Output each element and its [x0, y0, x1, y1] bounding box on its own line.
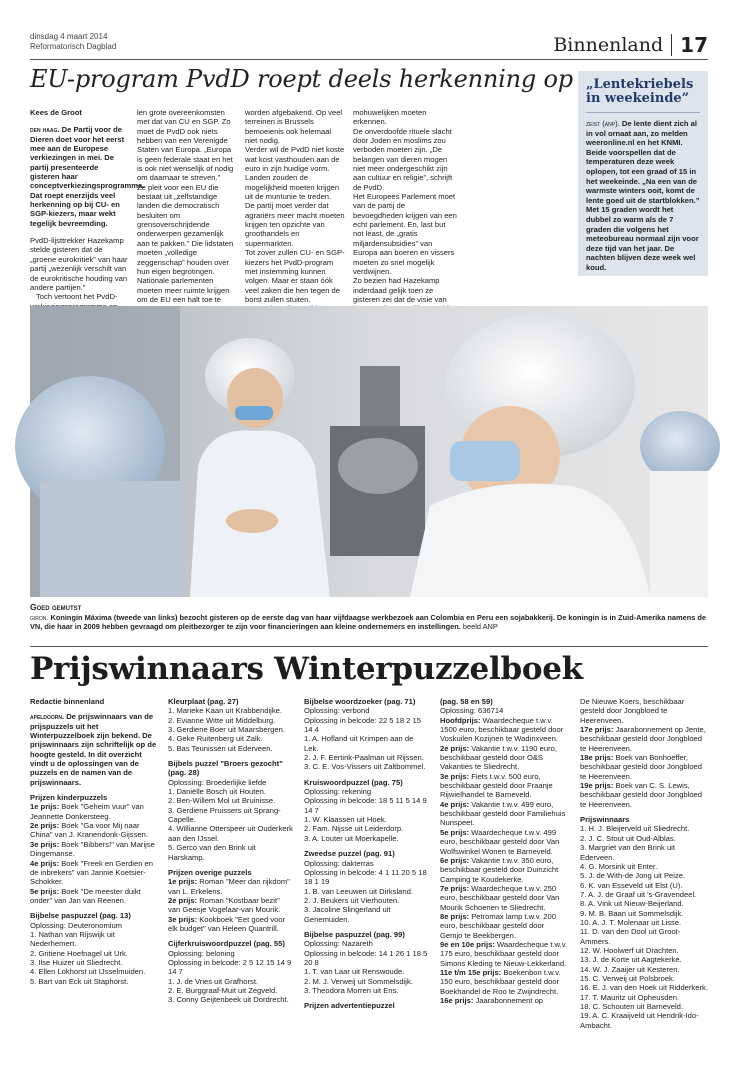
- winner-line: Oplossing: Broederlijke liefde: [168, 777, 267, 787]
- winner-line: 5. Bas Teunissen uit Ederveen.: [168, 743, 273, 753]
- prize-text: Roman "Meer dan rijkdom" van L. Erkelens.: [168, 877, 290, 896]
- prize-line: [440, 772, 568, 800]
- prize-text: Fiets t.w.v. 500 euro, beschikbaar gesteld door Fraanje Rijwielhandel te Barneveld.: [440, 771, 553, 800]
- sidebox-title: „Lentekriebels in weekeinde”: [586, 77, 694, 106]
- winner-line: 17. T. Mauritz uit Opheusden.: [580, 992, 680, 1002]
- article1-para1: PvdD-lijsttrekker Hazekamp stelde gisteren dat de „groene eurokritiek” van haar partij „wezenlijk verschilt van de eurokritische houding van andere partijen.”: [30, 236, 128, 292]
- winner-line: 3. Jacoline Slingerland uit Genemuiden.: [304, 905, 391, 924]
- prize-text: Petromax lamp t.w.v. 200 euro, beschikbaar gesteld door Gemjo te Beekbergen.: [440, 911, 556, 940]
- prize-label: 19e prijs:: [580, 781, 614, 791]
- prize-label: Hoofdprijs:: [440, 715, 481, 725]
- prize-text: Vakantie t.w.v. 1190 euro, beschikbaar gesteld door O&S Vakanties te Sliedrecht.: [440, 743, 557, 772]
- prize-label: 4e prijs:: [30, 858, 60, 868]
- winner-line: 16. E. J. van den Hoek uit Ridderkerk.: [580, 983, 708, 993]
- puzzle-heading: Bijbelse paspuzzel (pag. 13): [30, 911, 131, 921]
- prize-text: Waardecheque t.w.v. 250 euro, beschikbaar gesteld door Van Mourik Schoenen te Sliedrecht.: [440, 883, 560, 912]
- winner-line: Oplossing: Deuteronomium: [30, 920, 123, 930]
- prize-label: 5e prijs:: [30, 886, 60, 896]
- puzzle-heading: Kruiswoordpuzzel (pag. 75): [304, 777, 403, 787]
- winner-line: 3. Theodora Morren uit Ens.: [304, 985, 399, 995]
- puzzle-heading: Cijferkruiswoordpuzzel (pag. 55): [168, 939, 285, 949]
- article2-col1-list: [30, 787, 158, 986]
- article1-intro-text: De Partij voor de Dieren doet voor het eerst mee aan de Europese verkiezingen in mei. De partij presenteerde gisteren haar conceptverkiezingsprogramma. Dat roept enerzijds veel herkenning op bij CU- en SGP-kiezers, maar wekt tegelijk bevreemding.: [30, 125, 145, 228]
- winner-line: 8. A. Vink uit Nieuw-Beijerland.: [580, 899, 684, 909]
- prize-label: 2e prijs:: [168, 895, 198, 905]
- winner-line: Oplossing: dakterras: [304, 858, 374, 868]
- article2-byline: Redactie binnenland: [30, 697, 105, 706]
- winner-line: 5. Bart van Eck uit Staphorst.: [30, 976, 129, 986]
- puzzle-heading: Prijswinnaars: [580, 815, 630, 825]
- prize-line: [440, 716, 568, 744]
- paper-name: Reformatorisch Dagblad: [30, 42, 117, 51]
- puzzle-heading: Prijzen kinderpuzzels: [30, 793, 108, 803]
- prize-line: [440, 996, 568, 1005]
- prize-text: Roman "Kostbaar bezit" van Geesje Vogelaar-van Mourik.: [168, 895, 281, 915]
- prize-label: 6e prijs:: [440, 855, 470, 865]
- prize-text: Boek "Geheim vuur" van Jeannette Donkersteeg.: [30, 802, 144, 821]
- prize-line: [440, 800, 568, 828]
- prize-text: Vakantie t.w.v. 350 euro, beschikbaar gesteld door Duinzicht Camping te Koudekerke.: [440, 855, 559, 884]
- winner-line: Oplossing: beloning: [168, 948, 235, 958]
- prize-line: [30, 802, 158, 821]
- winner-line: 1. W. Klaassen uit Hoek.: [304, 815, 387, 825]
- winner-line: 18. C. Schouten uit Barneveld.: [580, 1002, 684, 1011]
- prize-label: 3e prijs:: [440, 771, 470, 781]
- prize-label: 1e prijs:: [168, 877, 198, 887]
- winner-line: 3. Ilse Huizer uit Sliedrecht.: [30, 957, 123, 967]
- winner-line: 11. D. van den Dool uit Groot-Ammers.: [580, 927, 681, 946]
- prize-line: [580, 781, 708, 809]
- winner-line: 2. M. J. Verweij uit Sommelsdijk.: [304, 976, 413, 986]
- winner-line: 4. Ellen Lokhorst uit IJsselmuiden.: [30, 967, 146, 977]
- winner-line: 4. Geke Ruitenberg uit Zalk.: [168, 734, 263, 744]
- prize-text: Kookboek "Eet goed voor elk budget" van Heleen Quantrill.: [168, 914, 286, 933]
- prize-text: Waardecheque t.w.v. 1500 euro, beschikbaar gesteld door Voskuilen Kozijnen te Wadinxveen.: [440, 715, 564, 744]
- article2-intro-text: De prijswinnaars van de prijspuzzels uit het Winterpuzzelboek zijn bekend. De prijswinnaars zijn schriftelijk op de hoogte gesteld. In dit overzicht vindt u de oplossingen van de puzzels en de namen van de prijswinnaars.: [30, 712, 157, 787]
- winner-line: 1. Daniëlle Bosch uit Houten.: [168, 787, 266, 797]
- puzzle-heading: Bijbelse paspuzzel (pag. 99): [304, 929, 405, 939]
- article2-headline: Prijswinnaars Winterpuzzelboek: [30, 651, 583, 687]
- masthead-left: [30, 32, 116, 52]
- prize-text: Jaarabonnement op Jente, beschikbaar gesteld door Jongbloed te Heerenveen.: [580, 725, 706, 753]
- prize-label: 9e en 10e prijs:: [440, 939, 495, 949]
- puzzle-heading: Prijzen advertentiepuzzel: [304, 1001, 395, 1011]
- weather-sidebox: [578, 71, 708, 276]
- prize-label: 4e prijs:: [440, 799, 470, 809]
- prize-line: [440, 940, 568, 968]
- winner-line: 14. W. J. Zaaijer uit Kesteren.: [580, 964, 680, 974]
- sidebox-text: De lente dient zich al in vol ornaat aan, zo melden weeronline.nl en het KNMI. Beide voorspellen dat de temperaturen deze week oplopen, tot een graad of 15 in het weekeinde. „Na een van de warmste winters ooit, komt de lente goed uit de startblokken.” Met 15 graden wordt het dubbel zo warm als de 7 graden die volgens het meteobureau normaal zijn voor deze tijd van het jaar. De nachten blijven deze week wel koud.: [586, 119, 700, 272]
- prize-line: [30, 840, 158, 859]
- puzzle-heading: (pag. 58 en 59): [440, 697, 493, 706]
- puzzle-heading: Zweedse puzzel (pag. 91): [304, 849, 395, 859]
- prize-text: Waardecheque t.w.v. 175 euro, beschikbaar gesteld door Simons Kleding te Nieuw-Lekkerland.: [440, 939, 568, 968]
- article2-col2: [168, 697, 294, 1057]
- prize-line: [168, 896, 294, 915]
- prize-label: 5e prijs:: [440, 827, 470, 837]
- winner-line: 3. Margriet van den Brink uit Ederveen.: [580, 843, 675, 862]
- winner-line: Oplossing: 636714: [440, 706, 504, 716]
- prize-label: 11e t/m 15e prijs:: [440, 967, 502, 977]
- winner-line: 5. J. de With-de Jong uit Peize.: [580, 871, 686, 881]
- article1-col2: len grote overeenkomsten met dat van CU en SGP. Zo moet de PvdD ook niets hebben van een Verenigde Staten van Europa. „Europa is geen federale staat en het is ook niet wenselijk of nodig om daarnaar te streven.” Ze pleit voor een EU die bestaat uit „zelfstandige landen die democratisch besluiten om grensoverschrijdende onderwerpen gezamenlijk aan te pakken.” Die lidstaten moeten „volledige zeggenschap” houden over hun eigen begrotingen. Nationale parlementen moeten meer ruimte krijgen om de EU een halt toe te: [137, 108, 234, 304]
- prize-line: [30, 859, 158, 887]
- photo-caption-text: Koningin Máxima (tweede van links) bezocht gisteren op de eerste dag van haar vijfdaagse werkbezoek aan Colombia en Peru een sojabakkerij. De koningin is in Zuid-Amerika namens de VN, die haar in 2009 hebben gevraagd om pleitbezorger te zijn voor financieringen aan kleine ondernemers en instellingen.: [30, 613, 707, 632]
- prize-text: Boekenbon t.w.v. 150 euro, beschikbaar gesteld door Boekhandel de Roo te Zwijndrecht.: [440, 967, 561, 996]
- prize-text: Jaarabonnement op: [473, 996, 544, 1005]
- prize-label: 3e prijs:: [30, 839, 60, 849]
- winner-line: 13. J. de Korte uit Aagtekerke.: [580, 955, 682, 965]
- prize-line: [440, 828, 568, 856]
- puzzle-heading: Kleurplaat (pag. 27): [168, 697, 239, 706]
- photo-caption-place: giron.: [30, 613, 49, 622]
- winner-line: Oplossing in belcode: 18 5 11 5 14 9 14 7: [304, 796, 427, 815]
- section-rule: [30, 646, 708, 647]
- prize-text: Boek "De meester duikt onder" van Jan van Reenen.: [30, 886, 141, 905]
- prize-text: Boek van Bonhoeffer, beschikbaar gesteld door Jongbloed te Heerenveen.: [580, 753, 703, 781]
- winner-line: 10. A. J. T. Molenaar uit Lisse.: [580, 917, 682, 927]
- photo-illustration: [30, 306, 708, 597]
- prize-label: 16e prijs:: [440, 996, 474, 1005]
- top-rule: [30, 59, 708, 60]
- article2-intro: [30, 712, 158, 787]
- prize-label: 8e prijs:: [440, 911, 470, 921]
- winner-line: 1. Marieke Kaan uit Krabbendijke.: [168, 706, 282, 716]
- winner-line: 2. Ben-Willem Mol uit Bruinisse.: [168, 796, 276, 806]
- news-photo: [30, 306, 708, 597]
- masthead-right: [553, 33, 708, 57]
- winner-line: 12. W. Hoolwerf uit Drachten.: [580, 945, 679, 955]
- article2-col5: [580, 697, 708, 1057]
- section-name: Binnenland: [553, 34, 672, 56]
- winner-line: Oplossing: verbond: [304, 706, 370, 716]
- winner-line: Oplossing in belcode: 4 1 11 20 5 18 18 1 19: [304, 867, 427, 887]
- prize-label: 7e prijs:: [440, 883, 470, 893]
- article1-byline: Kees de Groot: [30, 108, 82, 117]
- article1-col1: [30, 108, 145, 302]
- page-number: 17: [680, 33, 708, 57]
- prize-line: [580, 725, 708, 753]
- winner-line: Oplossing in belcode: 14 1 26 1 18 5 20 8: [304, 948, 428, 967]
- prize-line: [440, 856, 568, 884]
- prize-line: [440, 744, 568, 772]
- prize-text: Boek van C. S. Lewis, beschikbaar gesteld door Jongbloed te Heerenveen.: [580, 781, 703, 809]
- prize-label: 2e prijs:: [440, 743, 470, 753]
- winner-line: 15. C. Verweij uit Polsbroek.: [580, 973, 675, 983]
- article1-col4: mohuwelijken moeten erkennen. De onverdoofde rituele slacht door Joden en moslims zou verboden moeten zijn. „De belangen van dieren mogen niet meer ondergeschikt zijn aan cultuur en religie”, schrijft de PvdD. Het Europees Parlement moet van de partij de bevoegdheden krijgen van een echt parlement. En, last but not least, de „gratis miljardensubsidies” van Europa aan boeren en vissers moeten zo snel mogelijk verdwijnen. Zo bezien had Hazekamp inderdaad gelijk toen ze gisteren zei dat de visie van: [353, 108, 457, 304]
- winner-line: 1. H. J. Bleijerveld uit Sliedrecht.: [580, 824, 690, 834]
- winner-line: 1. Nathan van Rijswijk uit Nederhemert.: [30, 929, 115, 949]
- winner-line: 2. J. F. Eertink-Paalman uit Rijssen.: [304, 753, 424, 763]
- photo-credit: beeld ANP: [462, 622, 498, 632]
- prize-line: [440, 912, 568, 940]
- article1-place: den haag.: [30, 125, 60, 135]
- winner-line: 5. Gerco van den Brink uit Harskamp.: [168, 843, 256, 862]
- winner-line: 2. J. C. Stout uit Oud-Alblas.: [580, 833, 676, 843]
- article2-col1: [30, 697, 158, 1057]
- issue-date: dinsdag 4 maart 2014: [30, 32, 108, 41]
- puzzle-heading: Prijzen overige puzzels: [168, 867, 252, 877]
- winner-line: Oplossing in belcode: 2 5 12 15 14 9 14 7: [168, 957, 292, 977]
- article2-col4: [440, 697, 568, 1057]
- prize-label: 2e prijs:: [30, 821, 60, 831]
- prize-line: [168, 877, 294, 896]
- prize-label: 1e prijs:: [30, 802, 60, 812]
- prize-line: [440, 884, 568, 912]
- winner-line: 1. T. van Laar uit Renswoude.: [304, 967, 405, 977]
- winner-line: Oplossing: Nazareth: [304, 939, 373, 949]
- winner-line: 4. Willianne Otterspeer uit Ouderkerk aan den IJssel.: [168, 824, 293, 843]
- winner-line: 19. A. C. Kraaijveld uit Hendrik-Ido-Ambacht.: [580, 1011, 699, 1030]
- winner-line: 7. A. J. de Graaf uit 's-Gravendeel.: [580, 889, 697, 899]
- winner-line: 2. E. Burggraaf-Muit uit Zegveld.: [168, 985, 278, 995]
- winner-line: 2. Gritiene Hoefnagel uit Urk.: [30, 948, 128, 958]
- prize-label: 17e prijs:: [580, 725, 614, 735]
- winner-line: 2. J. Beukers uit Vierhouten.: [304, 895, 400, 905]
- winner-line: 3. Conny Geijtenbeek uit Dordrecht.: [168, 995, 289, 1005]
- article1-para2: Toch vertoont het PvdD-: [36, 292, 118, 302]
- photo-caption: [30, 613, 708, 632]
- winner-line: 2. Fam. Nijsse uit Leiderdorp.: [304, 824, 404, 834]
- winner-line: 3. Gerdiene Boer uit Maarsbergen.: [168, 725, 285, 735]
- winner-line: 1. B. van Leeuwen uit Dirksland.: [304, 886, 413, 896]
- prize-text: Boek "Bibbers!" van Marijse Dingemanse.: [30, 839, 155, 859]
- winner-line: 4. G. Morsink uit Enter.: [580, 861, 658, 871]
- article2-col3: [304, 697, 428, 1057]
- puzzle-heading: Bijbelse woordzoeker (pag. 71): [304, 697, 416, 706]
- article1-intro: [30, 125, 145, 228]
- winner-line: De Nieuwe Koers, beschikbaar gesteld door Jongbloed te Heerenveen.: [580, 697, 685, 725]
- winner-line: 3. C. E. Vos-Vissers uit Zaltbommel.: [304, 762, 426, 772]
- prize-text: Vakantie t.w.v. 499 euro, beschikbaar gesteld door Familiehuis Nunspeet.: [440, 799, 566, 828]
- prize-text: Waardecheque t.w.v. 499 euro, beschikbaar gesteld door Van Wolfswinkel Wonen te Barneveld.: [440, 827, 560, 856]
- winner-line: 1. J. de Vries uit Grafhorst.: [168, 976, 259, 986]
- prize-line: [580, 753, 708, 781]
- prize-text: Boek "Freek en Gerdien en de inbrekers" van Jannie Koetsier-Schokker.: [30, 858, 153, 887]
- prize-line: [168, 915, 294, 934]
- article1-col3: worden afgebakend. Op veel terreinen is Brussels bemoeienis ook helemaal niet nodig. Verder wil de PvdD niet koste wat kost vasthouden aan de euro in zijn huidige vorm. Landen zouden de mogelijkheid moeten krijgen uit de muntunie te treden. De partij moet verder dat agrariërs meer macht moeten krijgen ten opzichte van groothandels en supermarkten. Tot zover zullen CU- en SGP-kiezers het PvdD-program met instemming kunnen volgen. Maar er staan óók veel zaken die hen tegen de borst zullen stuiten.: [245, 108, 345, 304]
- winner-line: Oplossing: rekening: [304, 787, 372, 797]
- winner-line: 1. A. Hofland uit Krimpen aan de Lek.: [304, 734, 414, 753]
- sidebox-place: zeist (anp).: [586, 119, 620, 128]
- winner-line: Oplossing in belcode: 22 5 18 2 15 14 4: [304, 715, 421, 735]
- photo-caption-title: Goed gemutst: [30, 602, 82, 612]
- article1-headline: EU-program PvdD roept deels herkenning op: [30, 65, 573, 93]
- winner-line: 3. Gerdiene Pruissers uit Sprang-Capelle.: [168, 805, 281, 825]
- winner-line: 6. K. van Esseveld uit Elst (U).: [580, 880, 683, 890]
- prize-text: Boek "Ga voor Mij naar China" van J. Kranendonk-Gijssen.: [30, 821, 148, 840]
- prize-label: 18e prijs:: [580, 753, 614, 763]
- puzzle-heading: Bijbels puzzel "Broers gezocht" (pag. 28): [168, 759, 283, 778]
- article2-place: apeldoorn.: [30, 712, 65, 722]
- prize-label: 3e prijs:: [168, 914, 198, 924]
- prize-line: [440, 968, 568, 996]
- winner-line: 2. Evianne Witte uit Middelburg.: [168, 715, 276, 725]
- prize-line: [30, 887, 158, 906]
- sidebox-body: [578, 113, 708, 279]
- winner-line: 3. A. Louter uit Moerkapelle.: [304, 833, 399, 843]
- prize-line: [30, 821, 158, 840]
- winner-line: 9. M. B. Baan uit Sommelsdijk.: [580, 908, 684, 918]
